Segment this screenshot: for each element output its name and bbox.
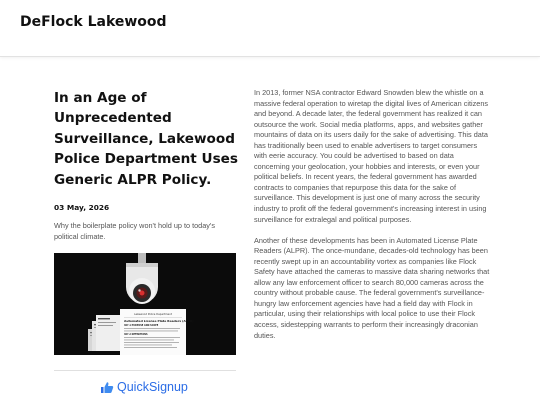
quicksignup-link[interactable] [100, 380, 188, 394]
thumbs-up-icon [100, 381, 114, 394]
hero-image [54, 253, 236, 355]
hero-doc-heading: Lakewood Police Department [134, 313, 172, 316]
hero-doc-title: Automated License Plate Readers (ALPR) [124, 319, 194, 323]
article-paragraph: Another of these developments has been in Automated License Plate Readers (ALPR). The once-mundane, decades-old technology has been recently swept up in an accountability vortex as companies like Flock Safety have attached the cameras to massive data sharing networks that allow any law enforcement officer to search 80,000 cameras across the country without probable cause. The federal government's surveillance-hungry law enforcement agencies have had a field day with Flock in particular, using their relationships with local police to use their Flock access, sidestepping warrants to perform their increasingly draconian duties. [254, 235, 490, 340]
article-intro [54, 88, 238, 242]
hero-doc-line: 407.2 DEFINITIONS [124, 333, 148, 336]
article-paragraph: In 2013, former NSA contractor Edward Snowden blew the whistle on a massive federal operation to wiretap the digital lives of American citizens and beyond. A decade later, the federal government has realized it can outsource the work. Social media platforms, apps, and websites gather mountains of data on its users daily for the sake of advertising. This data has traditionally been used to enable advertisers to target consumers with eerie accuracy. You could be advertised to based on data concerning your geolocation, your hobbies and interests, or even your political beliefs. In recent years, the federal government has awarded contracts to companies that repurpose this data for the sake of surveillance. This development is just one of many across the security industry to profit off the federal government's increasing interest in using surveillance for extralegal and political purposes. [254, 88, 489, 224]
security-camera-illustration [54, 253, 236, 355]
site-header [0, 0, 540, 57]
article-headline: In an Age of Unprecedented Surveillance, Lakewood Police Department Uses Generic ALPR Policy. [54, 90, 238, 188]
quicksignup-brand: QuickSignup [117, 380, 188, 394]
divider [54, 370, 236, 371]
site-title-link[interactable]: DeFlock Lakewood [20, 14, 167, 30]
article-body [254, 88, 490, 352]
article-subtitle: Why the boilerplate policy won't hold up to today's political climate. [54, 221, 215, 241]
article-date: 03 May, 2026 [54, 203, 110, 213]
hero-doc-line: 407.1 PURPOSE AND SCOPE [124, 324, 159, 327]
